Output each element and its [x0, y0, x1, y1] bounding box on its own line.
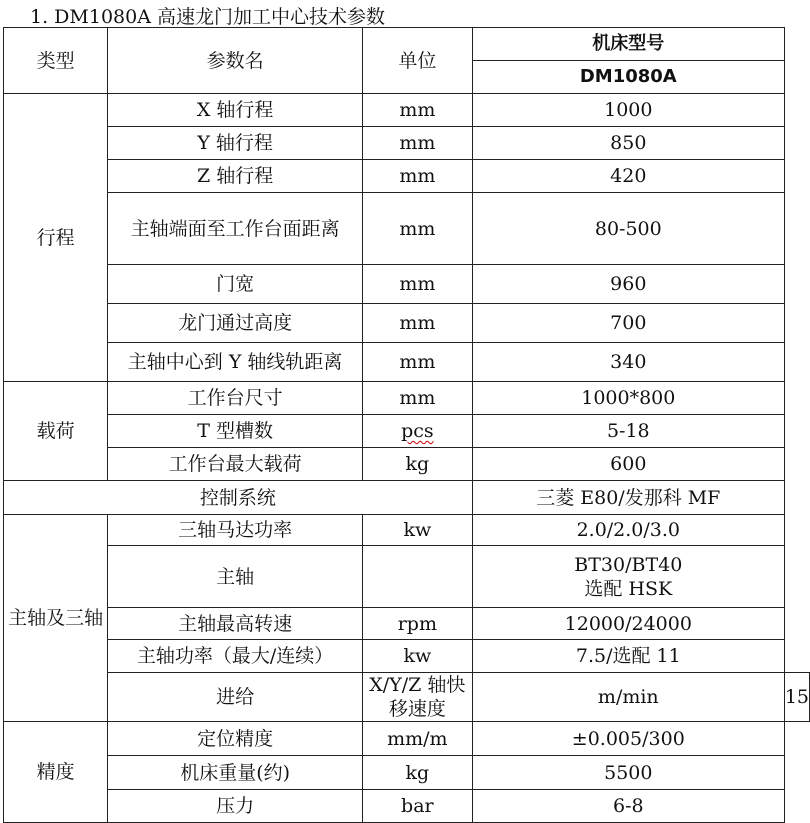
param-value: 1000	[472, 94, 784, 127]
param-value: 600	[472, 448, 784, 481]
param-unit: mm	[362, 94, 472, 127]
param-name: 主轴	[108, 546, 363, 608]
param-name: 定位精度	[108, 722, 363, 756]
unit-text-spellcheck: pcs	[401, 420, 434, 442]
param-value: 2.0/2.0/3.0	[472, 515, 784, 546]
param-name: 工作台最大载荷	[108, 448, 363, 481]
param-name: T 型槽数	[108, 415, 363, 448]
param-value: 6-8	[472, 790, 784, 823]
param-value: 420	[472, 160, 784, 193]
group-spindle: 主轴及三轴	[4, 515, 108, 722]
param-value: 340	[472, 343, 784, 382]
param-unit: mm	[362, 382, 472, 415]
param-value: 5-18	[472, 415, 784, 448]
param-value: 850	[472, 127, 784, 160]
param-value: 5500	[472, 756, 784, 790]
group-precision: 精度	[4, 722, 108, 823]
spec-table	[3, 27, 810, 823]
param-name: 主轴功率（最大/连续）	[108, 640, 363, 673]
group-load: 载荷	[4, 382, 108, 481]
param-unit: kg	[362, 448, 472, 481]
param-unit: mm	[362, 160, 472, 193]
param-value: 80-500	[472, 193, 784, 265]
param-name: 压力	[108, 790, 363, 823]
param-unit: mm	[362, 343, 472, 382]
param-name: 控制系统	[4, 481, 473, 515]
param-value: 700	[472, 304, 784, 343]
param-name: 机床重量(约)	[108, 756, 363, 790]
param-name: X/Y/Z 轴快移速度	[362, 673, 472, 722]
header-param-name: 参数名	[108, 28, 363, 94]
param-unit: rpm	[362, 608, 472, 640]
param-name: 主轴最高转速	[108, 608, 363, 640]
param-value: 960	[472, 265, 784, 304]
param-unit: mm	[362, 304, 472, 343]
group-travel: 行程	[4, 94, 108, 382]
param-value-line: 选配 HSK	[584, 577, 673, 600]
param-unit: kw	[362, 640, 472, 673]
param-unit: bar	[362, 790, 472, 823]
param-value: 12000/24000	[472, 608, 784, 640]
header-type: 类型	[4, 28, 108, 94]
param-unit: mm	[362, 265, 472, 304]
document-title: 1. DM1080A 高速龙门加工中心技术参数	[30, 6, 385, 28]
param-unit: mm	[362, 127, 472, 160]
param-name: 工作台尺寸	[108, 382, 363, 415]
param-value-multiline	[472, 546, 784, 608]
param-unit	[362, 415, 472, 448]
header-unit: 单位	[362, 28, 472, 94]
param-unit: m/min	[472, 673, 784, 722]
param-unit: kw	[362, 515, 472, 546]
param-unit	[362, 546, 472, 608]
param-value: 7.5/选配 11	[472, 640, 784, 673]
param-unit: kg	[362, 756, 472, 790]
param-unit: mm/m	[362, 722, 472, 756]
group-feed: 进给	[108, 673, 363, 722]
param-unit: mm	[362, 193, 472, 265]
param-name: Z 轴行程	[108, 160, 363, 193]
param-name: X 轴行程	[108, 94, 363, 127]
header-model: DM1080A	[472, 61, 784, 94]
param-value: ±0.005/300	[472, 722, 784, 756]
param-name: 龙门通过高度	[108, 304, 363, 343]
param-name: 主轴端面至工作台面距离	[108, 193, 363, 265]
header-model-label: 机床型号	[472, 28, 784, 61]
param-name: Y 轴行程	[108, 127, 363, 160]
param-name: 三轴马达功率	[108, 515, 363, 546]
param-value: 1000*800	[472, 382, 784, 415]
param-value: 三菱 E80/发那科 MF	[472, 481, 784, 515]
param-name: 门宽	[108, 265, 363, 304]
param-value: 15	[784, 673, 809, 722]
param-name: 主轴中心到 Y 轴线轨距离	[108, 343, 363, 382]
param-value-line: BT30/BT40	[574, 553, 683, 576]
